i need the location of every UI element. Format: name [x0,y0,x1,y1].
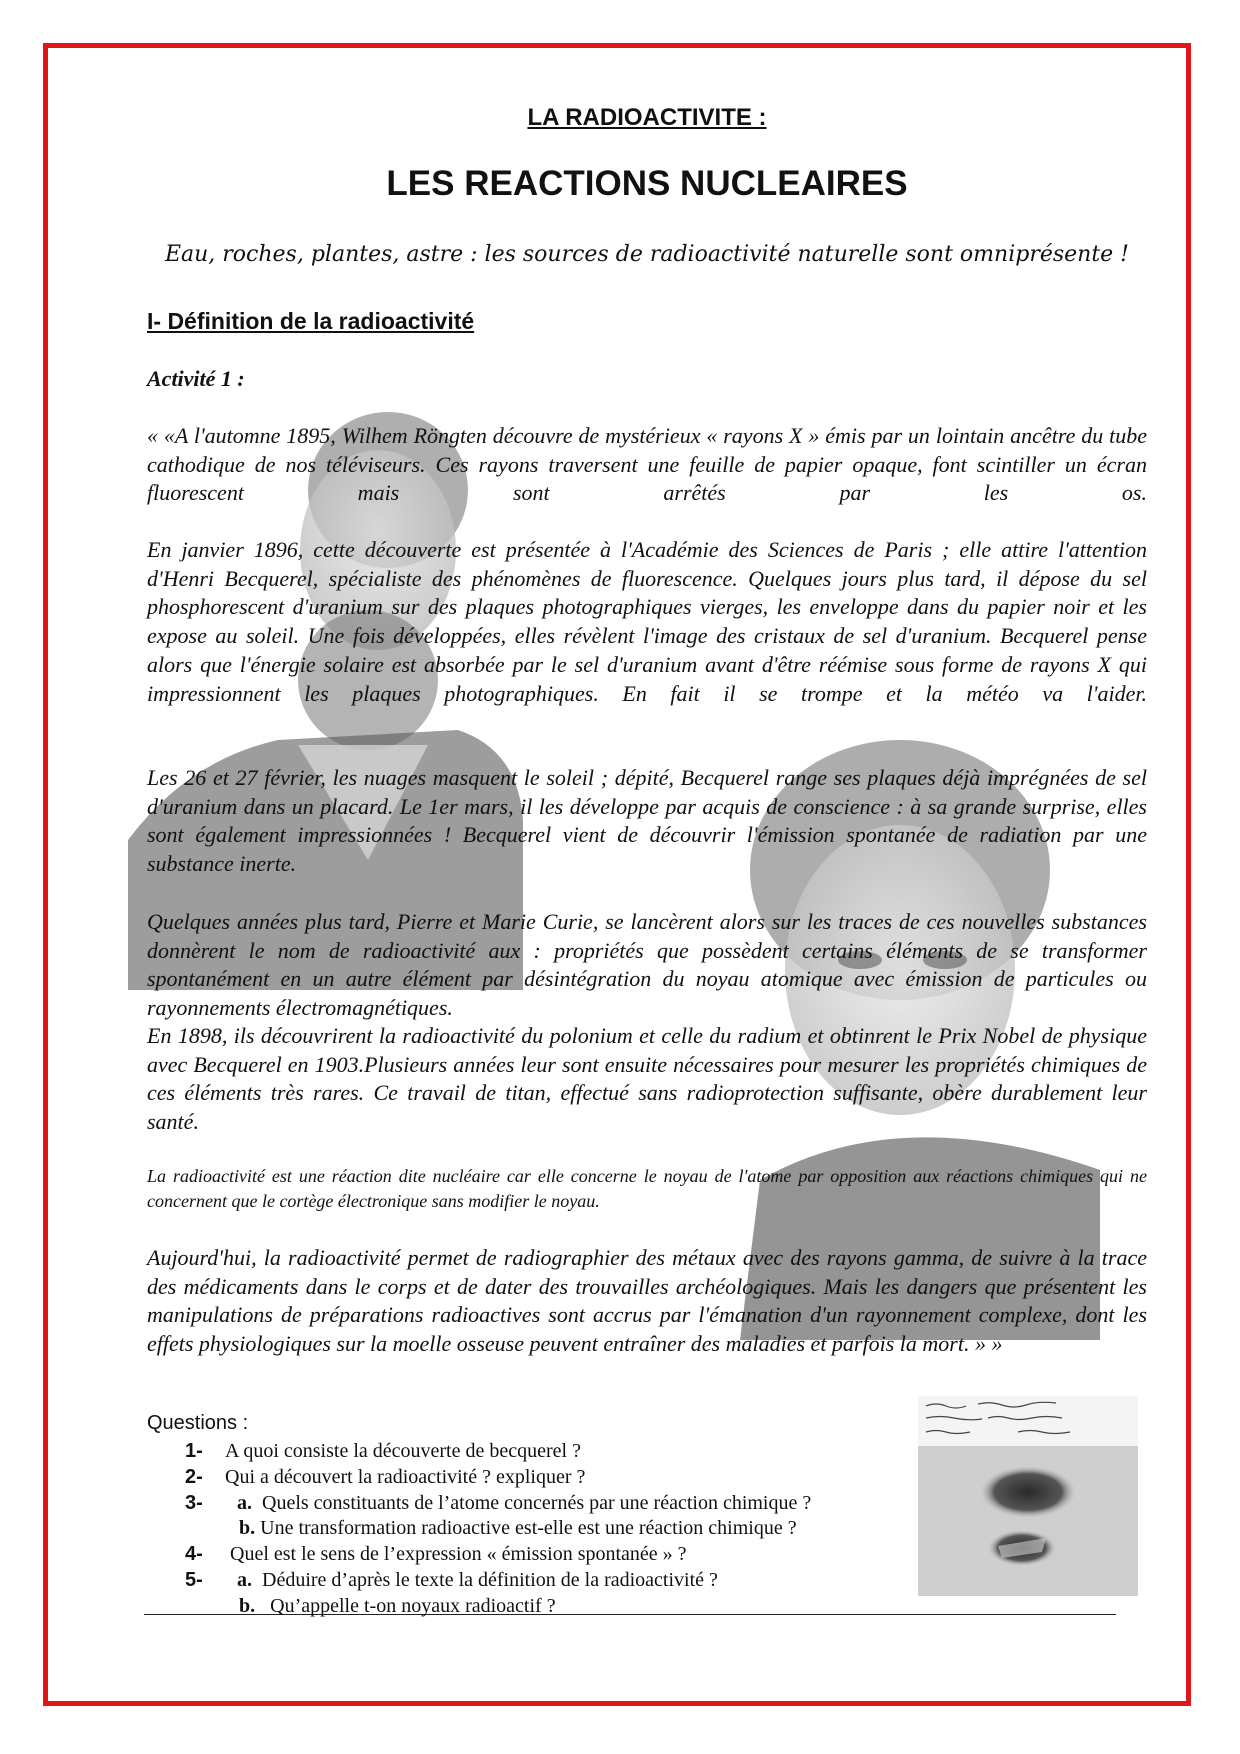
question-1 [185,1440,581,1463]
question-3b-label: b. [239,1517,256,1539]
question-3a-label: a. [237,1492,252,1514]
question-3a [185,1492,811,1515]
question-4-text: Quel est le sens de l’expression « émission spontanée » ? [230,1543,687,1565]
title-reactions-nucleaires: LES REACTIONS NUCLEAIRES [386,164,908,203]
question-1-text: A quoi consiste la découverte de becquerel ? [225,1440,581,1462]
question-2-text: Qui a découvert la radioactivité ? expliquer ? [225,1466,586,1488]
motto: Eau, roches, plantes, astre : les sources de radioactivité naturelle sont omniprésente ! [164,242,1130,267]
activity-label: Activité 1 : [147,366,245,391]
paragraph-rontgen: « «A l'automne 1895, Wilhem Röngten découvre de mystérieux « rayons X » émis par un lointain ancêtre du tube cathodique de nos téléviseurs. Ces rayons traversent une feuille de papier opaque, font scintiller un écran fluorescent mais sont arrêtés par les os. [147,423,1147,506]
paragraph-becquerel: En janvier 1896, cette découverte est présentée à l'Académie des Sciences de Paris ; elle attire l'attention d'Henri Becquerel, spécialiste des phénomènes de fluorescence. Quelques jours plus tard, il dépose du sel phosphorescent d'uranium sur des plaques photographiques vierges, les enveloppe dans du papier noir et les expose au soleil. Une fois développées, elles révèlent l'image des cristaux de sel d'uranium. Becquerel pense alors que l'énergie solaire est absorbée par le sel d'uranium avant d'être réémise sous forme de rayons X qui impressionnent les plaques photographiques. En fait il se trompe et la météo va l'aider. [147,537,1147,706]
questions-heading: Questions : [147,1412,249,1434]
title-radioactivite: LA RADIOACTIVITE : [527,104,767,131]
question-5b [239,1595,556,1618]
question-5a-text: Déduire d’après le texte la définition de la radioactivité ? [262,1569,718,1591]
paragraph-nobel: En 1898, ils découvrirent la radioactivité du polonium et celle du radium et obtinrent le Prix Nobel de physique avec Becquerel en 1903.Plusieurs années leur sont ensuite nécessaires pour mesurer les propriétés chimiques de ces éléments très rares. Ce travail de titan, effectué sans radioprotection suffisante, obère durablement leur santé. [147,1023,1147,1135]
question-3b [239,1517,797,1540]
paragraph-aujourdhui: Aujourd'hui, la radioactivité permet de radiographier des métaux avec des rayons gamma, de suivre à la trace des médicaments dans le corps et de dater des trouvailles archéologiques. Mais les dangers que présentent les manipulations de préparations radioactives sont accrus par l'émanation d'un rayonnement complexe, dont les effets physiologiques sur la moelle osseuse peuvent entraîner des maladies et parfois la mort. » » [147,1245,1147,1357]
question-2 [185,1466,585,1489]
paragraph-curie: Quelques années plus tard, Pierre et Marie Curie, se lancèrent alors sur les traces de ces nouvelles substances donnèrent le nom de radioactivité aux : propriétés que possèdent certains éléments de se transformer spontanément en un autre élément par désintégration du noyau atomique avec émission de particules ou rayonnements électromagnétiques. [147,909,1147,1021]
paragraph-fevrier: Les 26 et 27 février, les nuages masquent le soleil ; dépité, Becquerel range ses plaques déjà imprégnées de sel d'uranium dans un placard. Le 1er mars, il les développe par acquis de conscience : à sa grande surprise, elles sont également impressionnées ! Becquerel vient de découvrir l'émission spontanée de radiation par une substance inerte. [147,765,1147,877]
photographic-plate-drawing [918,1396,1138,1596]
paragraph-nucleaire: La radioactivité est une réaction dite nucléaire car elle concerne le noyau de l'atome par opposition aux réactions chimiques qui ne concernent que le cortège électronique sans modifier le noyau. [147,1166,1147,1211]
question-4-number: 4- [185,1543,203,1565]
question-3b-text: Une transformation radioactive est-elle est une réaction chimique ? [260,1517,797,1539]
question-2-number: 2- [185,1466,203,1488]
question-5b-label: b. [239,1595,256,1617]
question-3a-text: Quels constituants de l’atome concernés par une réaction chimique ? [262,1492,812,1514]
becquerel-plate-image [918,1396,1138,1596]
question-5a-label: a. [237,1569,252,1591]
question-5-number: 5- [185,1569,203,1591]
question-3-number: 3- [185,1492,203,1514]
section-heading: I- Définition de la radioactivité [147,308,475,334]
question-4 [185,1543,687,1566]
question-1-number: 1- [185,1440,203,1462]
question-5b-text: Qu’appelle t-on noyaux radioactif ? [270,1595,556,1617]
question-5a [185,1569,718,1592]
